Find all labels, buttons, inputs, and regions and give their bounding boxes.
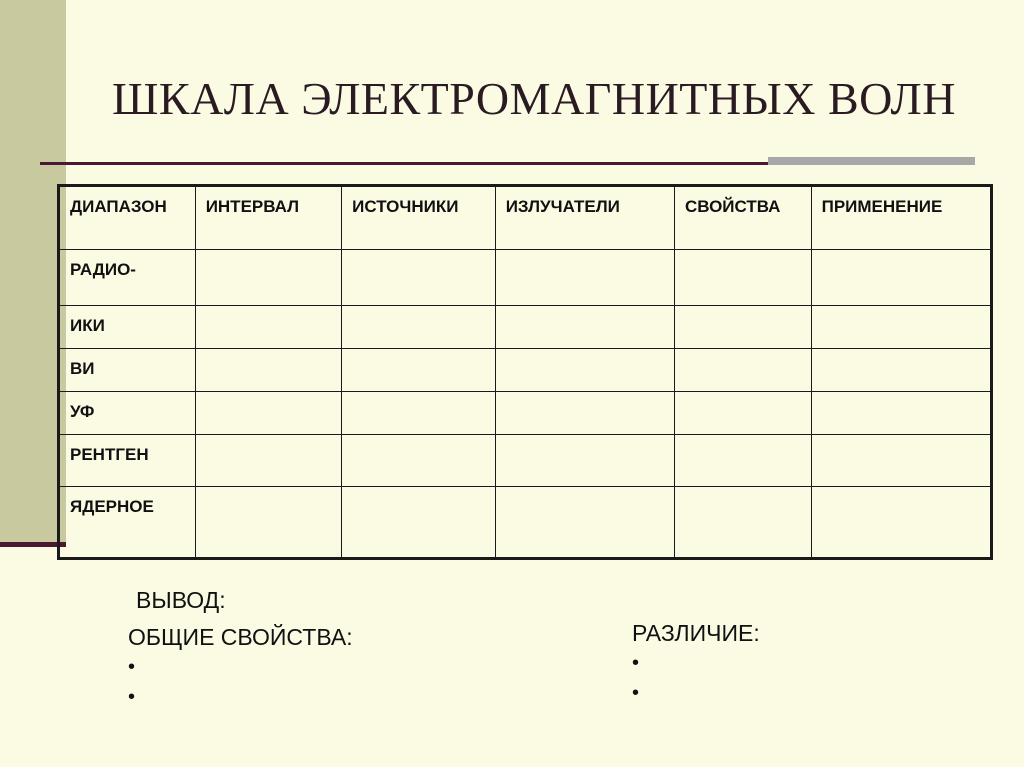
header-cell-sources: ИСТОЧНИКИ <box>342 186 496 250</box>
table-cell <box>674 392 811 435</box>
table-cell <box>342 435 496 487</box>
table-row <box>59 435 992 487</box>
table-row <box>59 306 992 349</box>
table-cell <box>195 349 341 392</box>
header-cell-range: ДИАПАЗОН <box>59 186 196 250</box>
table-cell <box>495 435 674 487</box>
table-cell <box>674 487 811 559</box>
table-cell <box>811 349 991 392</box>
table-row <box>59 487 992 559</box>
difference-label: РАЗЛИЧИЕ: <box>632 620 760 646</box>
bullet-point: • <box>128 686 136 708</box>
bullet-point: • <box>632 652 640 674</box>
bullet-point: • <box>128 656 136 678</box>
header-cell-properties: СВОЙСТВА <box>674 186 811 250</box>
table-cell <box>195 392 341 435</box>
row-label: ВИ <box>59 349 196 392</box>
table-cell <box>495 306 674 349</box>
row-label: УФ <box>59 392 196 435</box>
table-cell <box>195 250 341 306</box>
table-cell <box>811 392 991 435</box>
decorative-gray-bar <box>768 157 975 165</box>
row-label: РАДИО- <box>59 250 196 306</box>
header-cell-interval: ИНТЕРВАЛ <box>195 186 341 250</box>
table-header-row <box>59 186 992 250</box>
table-cell <box>495 487 674 559</box>
table-row <box>59 250 992 306</box>
row-label: ЯДЕРНОЕ <box>59 487 196 559</box>
table-cell <box>342 250 496 306</box>
table-cell <box>495 392 674 435</box>
em-waves-table <box>57 184 993 560</box>
table-cell <box>674 250 811 306</box>
table-cell <box>342 306 496 349</box>
table-cell <box>342 392 496 435</box>
table-cell <box>495 250 674 306</box>
table-cell <box>342 487 496 559</box>
table-cell <box>674 349 811 392</box>
table-cell <box>342 349 496 392</box>
table-cell <box>195 306 341 349</box>
header-cell-emitters: ИЗЛУЧАТЕЛИ <box>495 186 674 250</box>
table-cell <box>195 435 341 487</box>
row-label: РЕНТГЕН <box>59 435 196 487</box>
table-cell <box>811 435 991 487</box>
table-cell <box>674 306 811 349</box>
bullet-point: • <box>632 682 640 704</box>
table-cell <box>674 435 811 487</box>
conclusion-label: ВЫВОД: <box>136 587 226 613</box>
table-row <box>59 349 992 392</box>
table-cell <box>811 306 991 349</box>
table-row <box>59 392 992 435</box>
table-cell <box>811 250 991 306</box>
table-cell <box>811 487 991 559</box>
header-cell-application: ПРИМЕНЕНИЕ <box>811 186 991 250</box>
row-label: ИКИ <box>59 306 196 349</box>
slide-title: ШКАЛА ЭЛЕКТРОМАГНИТНЫХ ВОЛН <box>112 73 956 124</box>
common-properties-label: ОБЩИЕ СВОЙСТВА: <box>128 624 353 650</box>
table-cell <box>495 349 674 392</box>
table-cell <box>195 487 341 559</box>
